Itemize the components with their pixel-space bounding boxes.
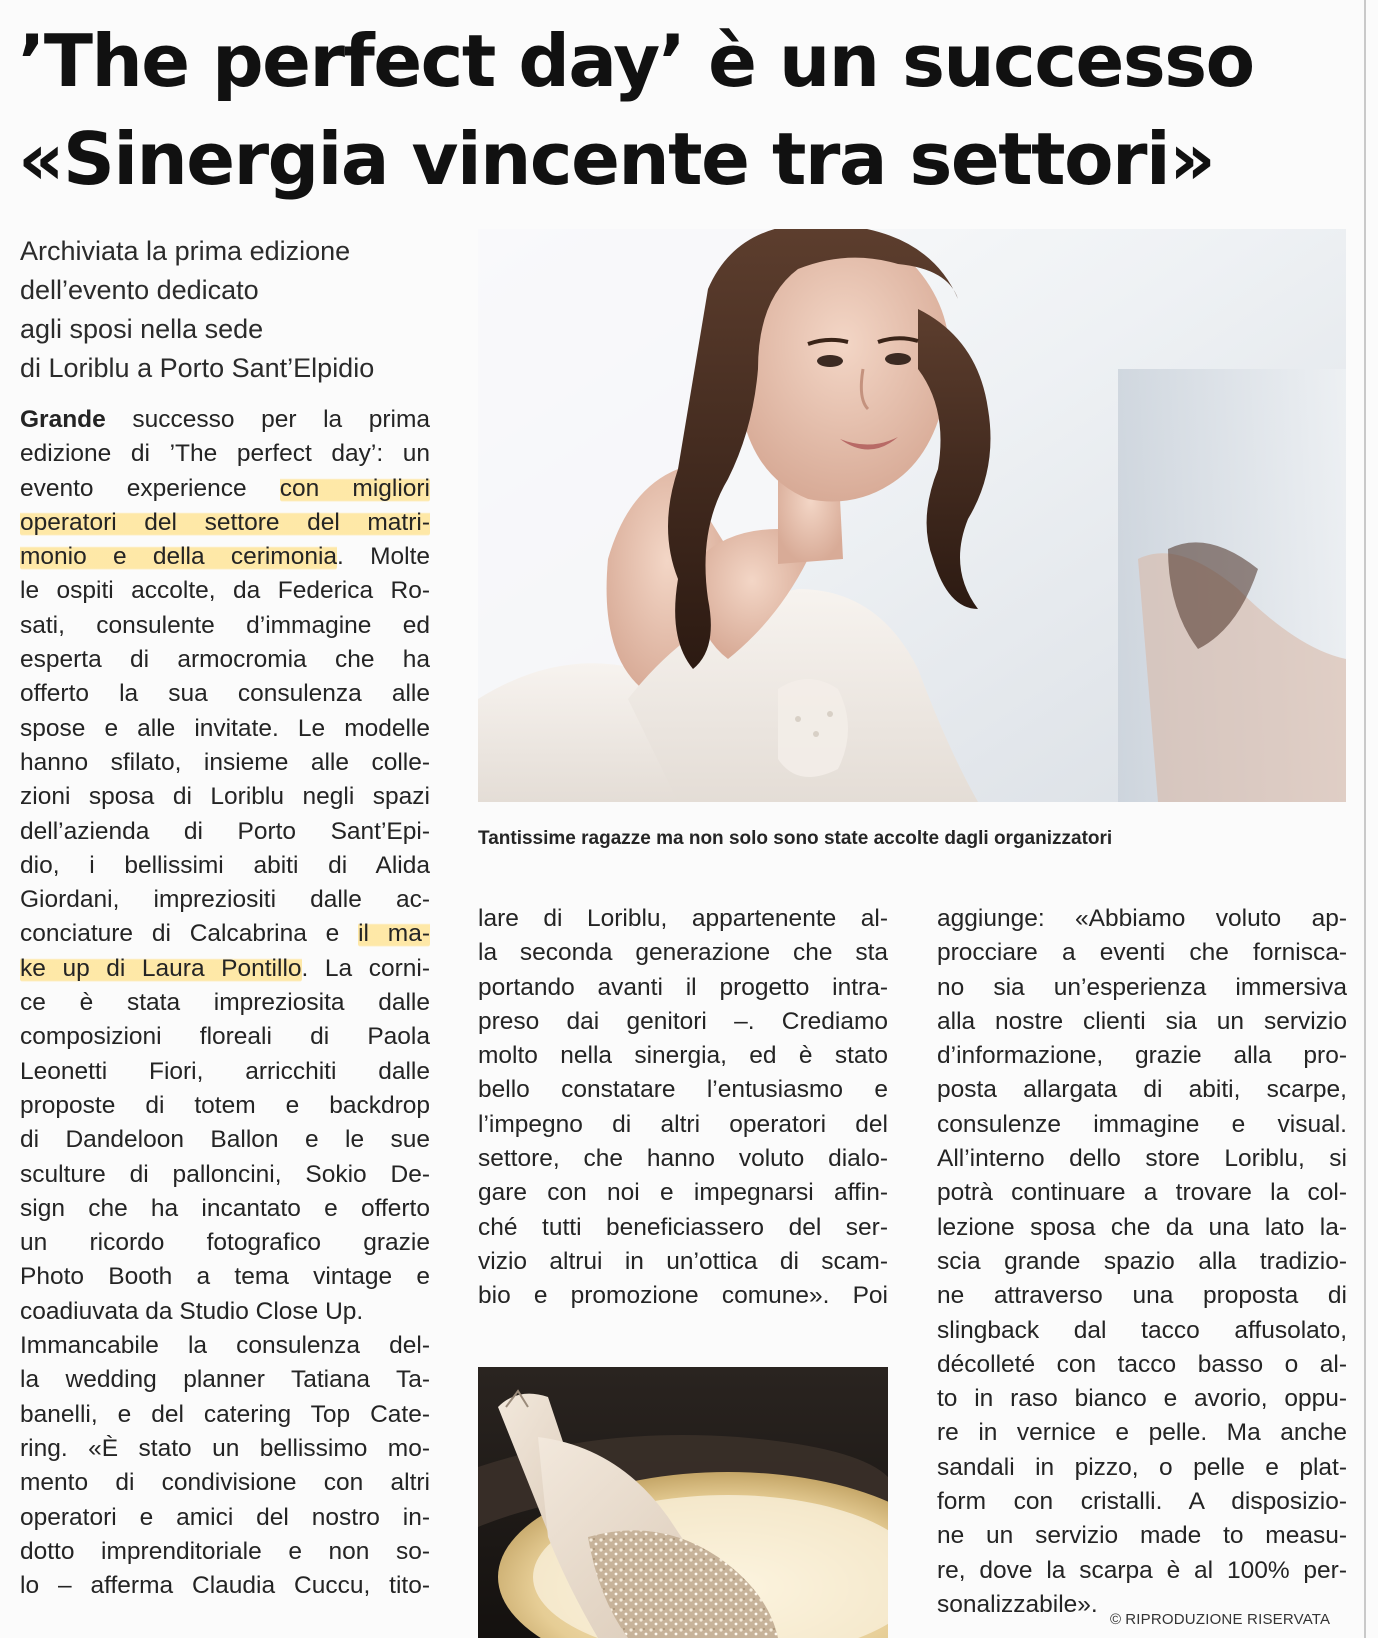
text-line: Giordani, impreziositi dalle ac- <box>20 886 430 914</box>
text-line: bello constatare l’entusiasmo e <box>478 1076 888 1104</box>
text-line: scia grande spazio alla tradizio- <box>937 1247 1347 1275</box>
article-column-left <box>20 403 430 1603</box>
text-line: slingback dal tacco affusolato, <box>937 1316 1347 1344</box>
text-line: lezione sposa che da una lato la- <box>937 1213 1347 1241</box>
text-line: dio, i bellissimi abiti di Alida <box>20 851 430 879</box>
text-line: Photo Booth a tema vintage e <box>20 1263 430 1291</box>
text-line: All’interno dello store Loriblu, si <box>937 1145 1347 1173</box>
text-line: ne attraverso una proposta di <box>937 1282 1347 1310</box>
article-column-right <box>937 902 1347 1622</box>
highlighted-text: ke up di Laura Pontillo <box>20 954 302 982</box>
text-line: décolleté con tacco basso o al- <box>937 1350 1347 1378</box>
text-line: l’impegno di altri operatori del <box>478 1110 888 1138</box>
text-line: molto nella sinergia, ed è stato <box>478 1042 888 1070</box>
text-line: di Dandeloon Ballon e le sue <box>20 1126 430 1154</box>
text-line: re, dove la scarpa è al 100% per- <box>937 1556 1347 1584</box>
text-line: mento di condivisione con altri <box>20 1469 430 1497</box>
text-line: sculture di palloncini, Sokio De- <box>20 1160 430 1188</box>
text-line: conciature di Calcabrina e il ma- <box>20 920 431 948</box>
text-line: zioni sposa di Loriblu negli spazi <box>20 783 430 811</box>
text-line: lare di Loriblu, appartenente al- <box>478 905 888 932</box>
text-line: portando avanti il progetto intra- <box>478 973 888 1001</box>
text-line: le ospiti accolte, da Federica Ro- <box>20 577 430 605</box>
text-line: form con cristalli. A disposizio- <box>937 1488 1347 1516</box>
text-line: monio e della cerimonia. Molte <box>20 543 431 571</box>
shoe-photo <box>478 1367 888 1638</box>
text-line: Leonetti Fiori, arricchiti dalle <box>20 1057 430 1085</box>
text-line: ce è stata impreziosita dalle <box>20 989 430 1017</box>
headline-line-2: «Sinergia vincente tra settori» <box>18 117 1215 201</box>
rights-text: RIPRODUZIONE RISERVATA <box>1125 1611 1331 1628</box>
standfirst-line: dell’evento dedicato <box>20 275 259 305</box>
standfirst-line: di Loriblu a Porto Sant’Elpidio <box>20 353 375 383</box>
copyright-icon: © <box>1110 1611 1122 1628</box>
text-line: coadiuvata da Studio Close Up. <box>20 1297 364 1325</box>
text-line: sandali in pizzo, o pelle e plat- <box>937 1453 1347 1481</box>
text-line: ne un servizio made to measu- <box>937 1522 1347 1550</box>
shoe-photo-illustration <box>478 1367 888 1638</box>
text-line: spose e alle invitate. Le modelle <box>20 714 430 742</box>
text-line: evento experience con migliori <box>20 474 431 502</box>
text-line: dell’azienda di Porto Sant’Epi- <box>20 817 430 845</box>
article-column-middle <box>478 902 888 1314</box>
standfirst-line: Archiviata la prima edizione <box>20 236 351 266</box>
text-line: la wedding planner Tatiana Ta- <box>20 1366 430 1394</box>
text-line: to in raso bianco e avorio, oppu- <box>937 1385 1347 1413</box>
text-line: no sia un’esperienza immersiva <box>937 973 1347 1001</box>
standfirst <box>20 232 440 388</box>
text-line: alla nostre clienti sia un servizio <box>937 1007 1347 1035</box>
text-line: vizio altrui in un’ottica di scam- <box>478 1247 888 1275</box>
bride-photo-illustration <box>478 229 1346 802</box>
photo-caption: Tantissime ragazze ma non solo sono state accolte dagli organizzatori <box>478 828 1113 849</box>
text-line: banelli, e del catering Top Cate- <box>20 1400 430 1428</box>
text-line: proposte di totem e backdrop <box>20 1091 430 1119</box>
text-line: consulenze immagine e visual. <box>937 1110 1347 1138</box>
bride-photo <box>478 229 1346 802</box>
text-line: gare con noi e impegnarsi affin- <box>478 1179 888 1207</box>
text-line: offerto la sua consulenza alle <box>20 680 430 708</box>
text-line: hanno sfilato, insieme alle colle- <box>20 748 430 776</box>
text-line: ché tutti beneficiassero del ser- <box>478 1213 888 1241</box>
rights-notice <box>1110 1610 1330 1630</box>
text-line: posta allargata di abiti, scarpe, <box>937 1076 1347 1104</box>
text-line: composizioni floreali di Paola <box>20 1023 430 1051</box>
text-line: edizione di ’The perfect day’: un <box>20 440 430 468</box>
text-line: lo – afferma Claudia Cuccu, tito- <box>20 1572 430 1600</box>
text-line <box>20 506 430 540</box>
text-line: Grande successo per la prima <box>20 406 430 433</box>
text-line: potrà continuare a trovare la col- <box>937 1179 1347 1207</box>
text-line: re in vernice e pelle. Ma anche <box>937 1419 1347 1447</box>
text-line: Immancabile la consulenza del- <box>20 1332 430 1360</box>
text-line: esperta di armocromia che ha <box>20 646 430 674</box>
text-line: la seconda generazione che sta <box>478 939 888 967</box>
text-line: ke up di Laura Pontillo. La corni- <box>20 954 430 982</box>
highlighted-text: con migliori <box>279 474 431 502</box>
text-line: settore, che hanno voluto dialo- <box>478 1145 888 1173</box>
text-line: procciare a eventi che fornisca- <box>937 939 1347 967</box>
drop-word: Grande <box>20 406 106 433</box>
text-line: sonalizzabile». <box>937 1590 1098 1618</box>
headline-line-1: ’The perfect day’ è un successo <box>18 19 1254 103</box>
text-line: ring. «È stato un bellissimo mo- <box>20 1434 430 1462</box>
standfirst-line: agli sposi nella sede <box>20 314 264 344</box>
text-line: bio e promozione comune». Poi <box>478 1282 888 1310</box>
column-rule <box>1364 0 1366 1638</box>
text-line: un ricordo fotografico grazie <box>20 1229 430 1257</box>
headline <box>18 12 1348 208</box>
highlighted-text: monio e della cerimonia <box>20 543 338 571</box>
text-line: sign che ha incantato e offerto <box>20 1194 430 1222</box>
highlighted-text: operatori del settore del matri- <box>20 508 430 536</box>
text-line: d’informazione, grazie alla pro- <box>937 1042 1347 1070</box>
text-line: operatori e amici del nostro in- <box>20 1503 430 1531</box>
text-line: aggiunge: «Abbiamo voluto ap- <box>937 905 1347 932</box>
text-line: dotto imprenditoriale e non so- <box>20 1537 430 1565</box>
text-line: preso dai genitori –. Crediamo <box>478 1007 888 1035</box>
highlighted-text: il ma- <box>358 920 431 948</box>
text-line: sati, consulente d’immagine ed <box>20 611 430 639</box>
